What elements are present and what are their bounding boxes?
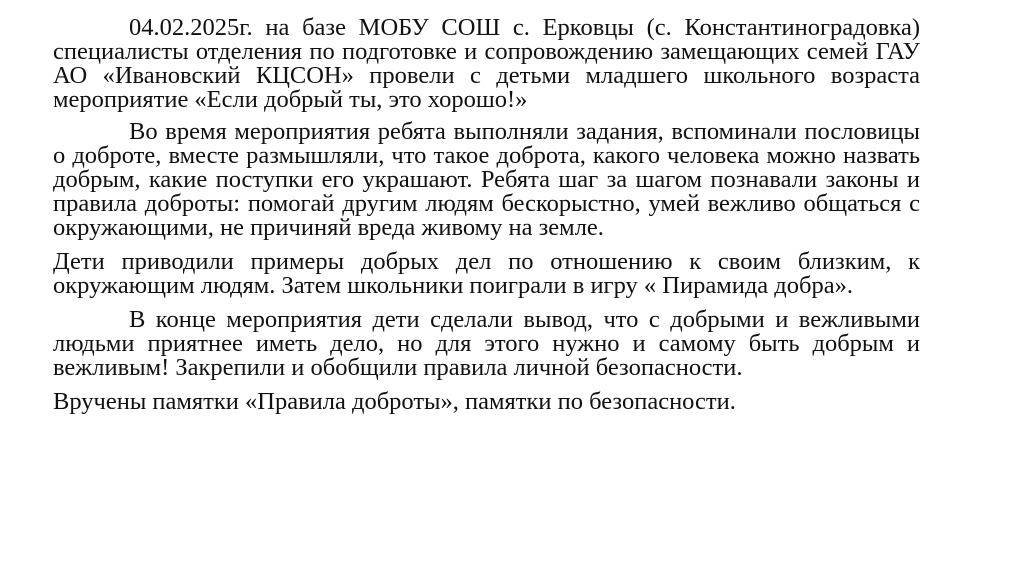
paragraph-examples-game: Дети приводили примеры добрых дел по отношению к своим близким, к окружающим людям. Затем школьники поиграли в игру « Пирамида добра». xyxy=(53,248,920,299)
paragraph-handouts: Вручены памятки «Правила доброты», памятки по безопасности. xyxy=(53,388,736,415)
paragraph-conclusion: В конце мероприятия дети сделали вывод, что с добрыми и вежливыми людьми приятнее иметь дело, но для этого нужно и самому быть добрым и вежливым! Закрепили и обобщили правила личной безопасности. xyxy=(53,306,920,381)
document-body xyxy=(53,16,920,414)
paragraph-activities: Во время мероприятия ребята выполняли задания, вспоминали пословицы о доброте, вместе размышляли, что такое доброта, какого человека можно назвать добрым, какие поступки его украшают. Ребята шаг за шагом познавали законы и правила доброты: помогай другим людям бескорыстно, умей вежливо общаться с окружающими, не причиняй вреда живому на земле. xyxy=(53,118,920,241)
paragraph-event-intro: 04.02.2025г. на базе МОБУ СОШ с. Ерковцы (с. Константиноградовка) специалисты отделения по подготовке и сопровождению замещающих семей ГАУ АО «Ивановский КЦСОН» провели с детьми младшего школьного возраста мероприятие «Если добрый ты, это хорошо!» xyxy=(53,14,920,113)
